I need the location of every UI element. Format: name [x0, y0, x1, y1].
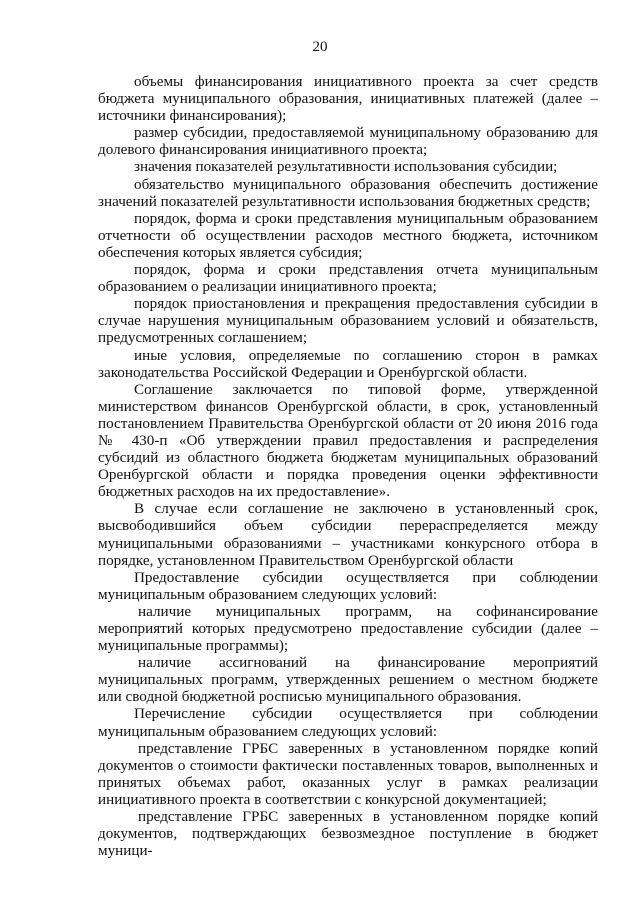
paragraph: Предоставление субсидии осуществляется при соблюдении муниципальным образованием следующих условий: — [98, 568, 598, 603]
paragraph: иные условия, определяемые по соглашению сторон в рамках законодательства Российской Федерации и Оренбургской области. — [98, 346, 598, 381]
paragraph: В случае если соглашение не заключено в установленный срок, высвободившийся объем субсидии перераспределяется между муниципальными образованиями – участниками конкурсного отбора в порядке, установленном Правительством Оренбургской области — [98, 500, 598, 569]
page-number: 20 — [312, 39, 328, 55]
paragraph: значения показателей результативности использования субсидии; — [134, 158, 558, 176]
paragraph: порядок, форма и сроки представления отчета муниципальным образованием о реализации инициативного проекта; — [98, 261, 598, 296]
paragraph: размер субсидии, предоставляемой муниципальному образованию для долевого финансирования инициативного проекта; — [98, 124, 598, 159]
paragraph: объемы финансирования инициативного проекта за счет средств бюджета муниципального образования, инициативных платежей (далее – источники финансирования); — [98, 73, 598, 125]
paragraph: Соглашение заключается по типовой форме, утвержденной министерством финансов Оренбургской области, в срок, установленный постановлением Правительства Оренбургской области от 20 июня 2016 года № 430-п «Об утверждении правил предоставления и распределения субсидий из областного бюджета бюджетам муниципальных образований Оренбургской области и порядка проведения оценки эффективности бюджетных расходов на их предоставление». — [98, 380, 598, 501]
paragraph: порядок, форма и сроки представления муниципальным образованием отчетности об осуществлении расходов местного бюджета, источником обеспечения которых является субсидия; — [98, 209, 598, 261]
document-body — [98, 73, 598, 859]
paragraph: представление ГРБС заверенных в установленном порядке копий документов, подтверждающих безвозмездное поступление в бюджет муници- — [98, 808, 598, 860]
paragraph: представление ГРБС заверенных в установленном порядке копий документов о стоимости фактически поставленных товаров, выполненных и принятых объемах работ, оказанных услуг в рамках реализации инициативного проекта в соответствии с конкурсной документацией; — [98, 739, 598, 808]
paragraph: наличие муниципальных программ, на софинансирование мероприятий которых предусмотрено предоставление субсидии (далее – муниципальные программы); — [98, 602, 598, 655]
paragraph: наличие ассигнований на финансирование мероприятий муниципальных программ, утвержденных решением о местном бюджете или сводной бюджетной росписью муниципального образования. — [98, 654, 598, 706]
paragraph: обязательство муниципального образования обеспечить достижение значений показателей результативности использования бюджетных средств; — [98, 175, 598, 210]
paragraph: Перечисление субсидии осуществляется при соблюдении муниципальным образованием следующих условий: — [98, 705, 598, 740]
paragraph: порядок приостановления и прекращения предоставления субсидии в случае нарушения муниципальным образованием условий и обязательств, предусмотренных соглашением; — [98, 295, 598, 347]
